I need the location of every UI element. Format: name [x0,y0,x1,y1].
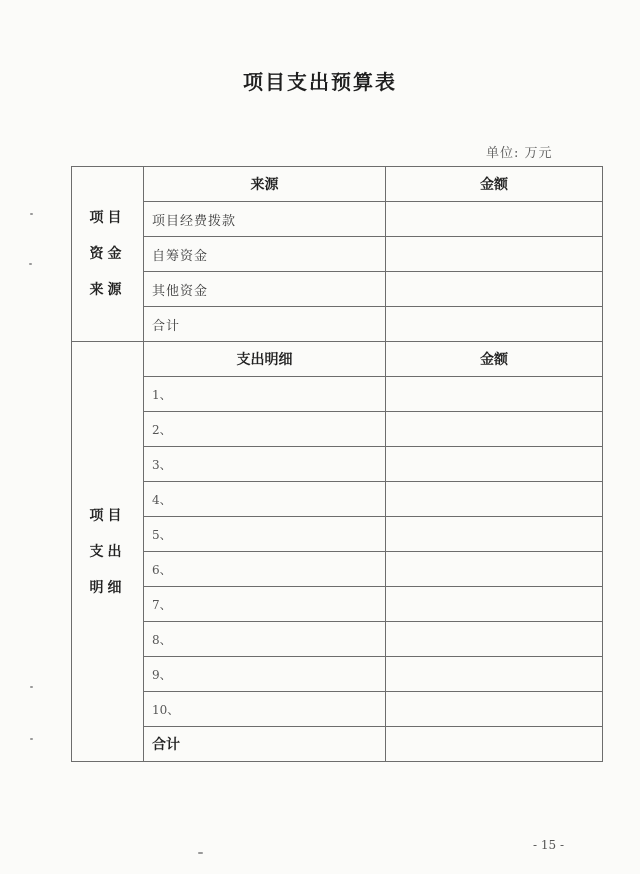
table-row [72,727,603,762]
expense-item-label: 3、 [144,447,386,482]
expense-side-label [72,342,144,762]
funding-row-label: 其他资金 [144,272,386,307]
unit-label: 单位: 万元 [486,146,553,161]
expense-item-label: 4、 [144,482,386,517]
amount-cell [386,307,603,342]
table-row [72,517,603,552]
table-row [72,482,603,517]
side-label-line: 明细 [89,579,126,596]
table-row [72,377,603,412]
expense-item-label: 7、 [144,587,386,622]
scan-speck [30,213,33,215]
funding-side-label [72,167,144,342]
amount-cell [386,447,603,482]
expense-item-label: 5、 [144,517,386,552]
expense-item-label: 2、 [144,412,386,447]
table-row [72,587,603,622]
amount-cell [386,412,603,447]
scan-speck [30,686,33,688]
table-row [72,237,603,272]
expense-item-label: 8、 [144,622,386,657]
amount-cell [386,657,603,692]
funding-total-label: 合计 [144,307,386,342]
table-row [72,622,603,657]
header-amount: 金额 [386,167,603,202]
side-label-line: 资金 [89,246,126,262]
amount-cell [386,237,603,272]
amount-cell [386,272,603,307]
scan-speck [30,738,33,740]
amount-cell [386,482,603,517]
side-label-line: 项目 [89,210,126,226]
funding-header-row [72,167,603,202]
funding-row-label: 自筹资金 [144,237,386,272]
amount-cell [386,517,603,552]
side-label-line: 支出 [89,543,126,560]
amount-cell [386,552,603,587]
header-amount: 金额 [386,342,603,377]
table-row [72,657,603,692]
table-row [72,552,603,587]
table-row [72,412,603,447]
side-label-line: 来源 [89,282,126,298]
table-row [72,272,603,307]
header-detail: 支出明细 [144,342,386,377]
side-label-line: 项目 [89,507,126,524]
expense-total-label: 合计 [144,727,386,762]
table-row [72,307,603,342]
funding-row-label: 项目经费拨款 [144,202,386,237]
expense-item-label: 1、 [144,377,386,412]
expense-item-label: 10、 [144,692,386,727]
expense-item-label: 6、 [144,552,386,587]
table-row [72,202,603,237]
page-number: - 15 - [533,838,565,852]
amount-cell [386,622,603,657]
page-title: 项目支出预算表 [243,70,397,94]
scan-speck [198,852,203,854]
expense-item-label: 9、 [144,657,386,692]
table-row [72,447,603,482]
amount-cell [386,377,603,412]
budget-table [71,166,603,762]
amount-cell [386,587,603,622]
amount-cell [386,727,603,762]
table-row [72,692,603,727]
scan-speck [29,263,32,265]
amount-cell [386,692,603,727]
amount-cell [386,202,603,237]
expense-header-row [72,342,603,377]
header-source: 来源 [144,167,386,202]
